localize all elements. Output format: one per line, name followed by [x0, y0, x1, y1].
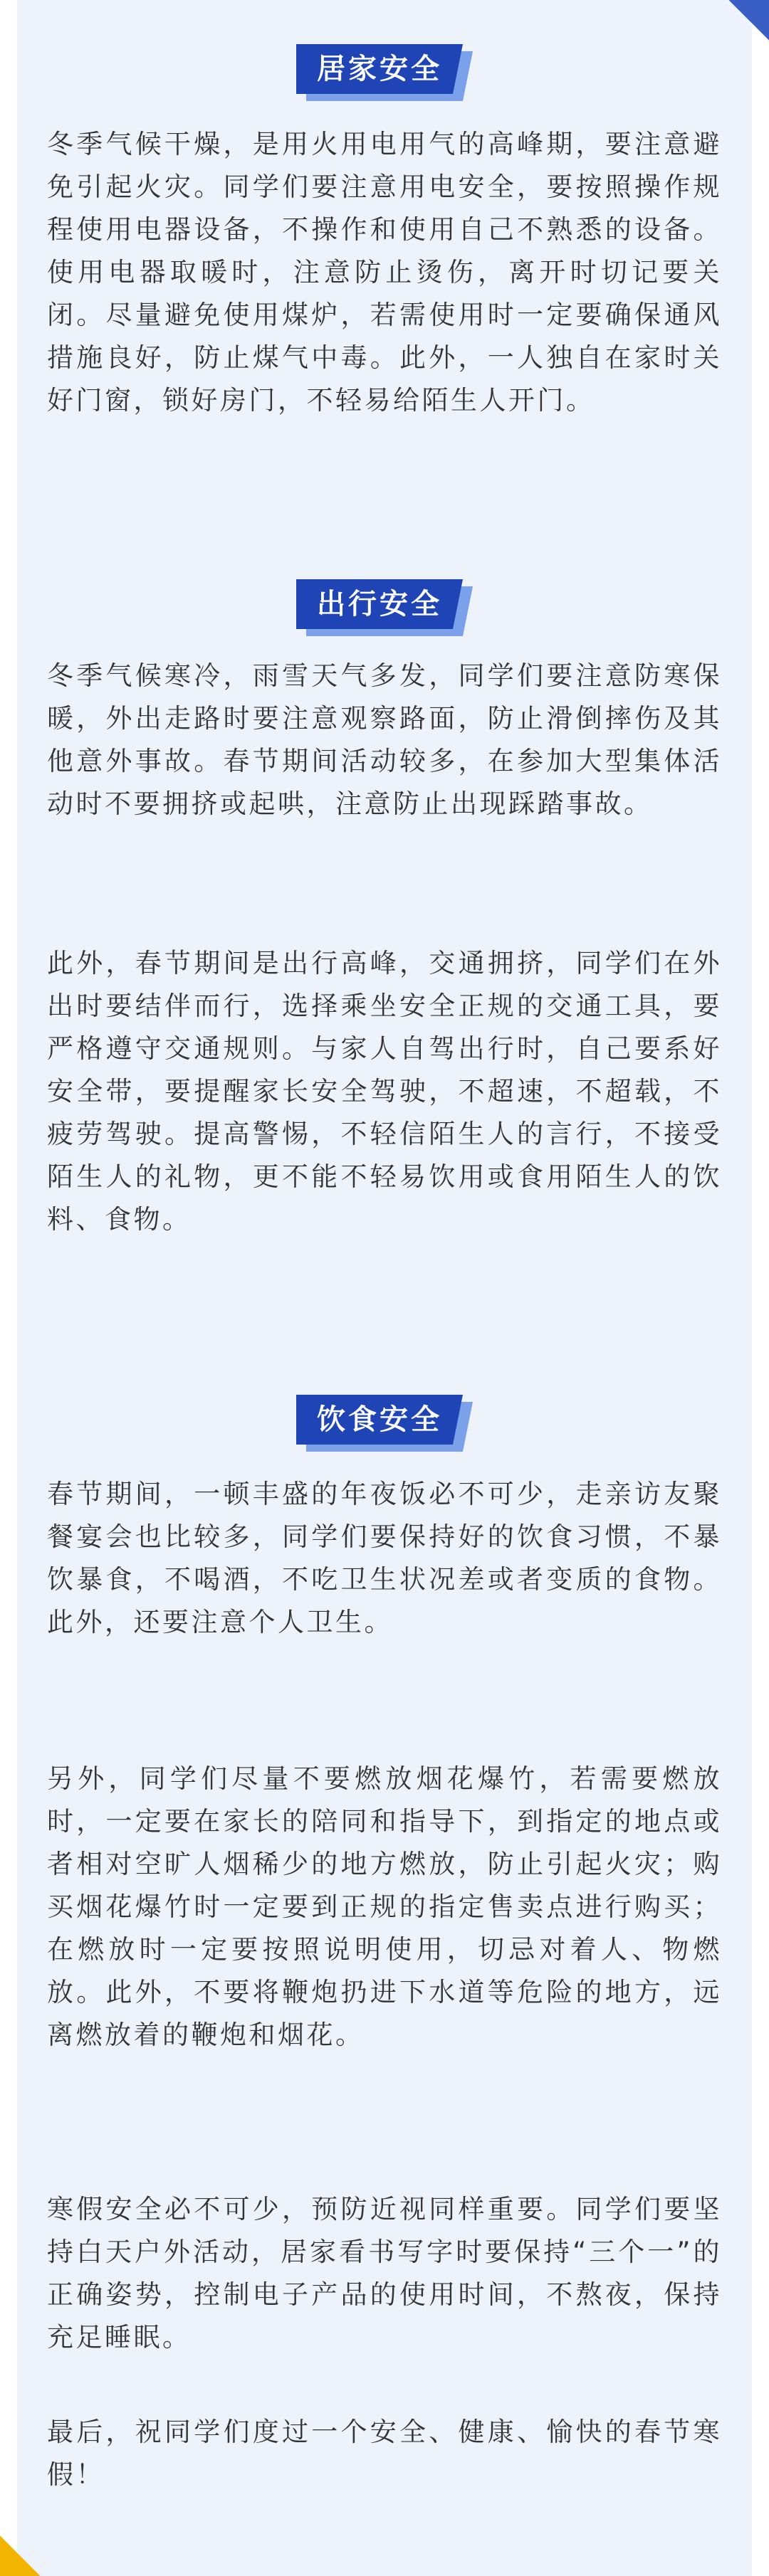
food-safety-paragraph-3: 寒假安全必不可少，预防近视同样重要。同学们要坚持白天户外活动，居家看书写字时要保持“三个一”的正确姿势，控制电子产品的使用时间，不熬夜，保持充足睡眠。 [47, 2194, 722, 2353]
section-title-badge [296, 1395, 473, 1452]
section-header-travel-safety [0, 579, 769, 636]
section-title: 饮食安全 [317, 1403, 442, 1436]
travel-safety-paragraph-2: 此外，春节期间是出行高峰，交通拥挤，同学们在外出时要结伴而行，选择乘坐安全正规的交通工具，要严格遵守交通规则。与家人自驾出行时，自己要系好安全带，要提醒家长安全驾驶，不超速，不超载，不疲劳驾驶。提高警惕，不轻信陌生人的言行，不接受陌生人的礼物，更不能不轻易饮用或食用陌生人的饮料、食物。 [47, 948, 722, 1235]
home-safety-paragraph: 冬季气候干燥，是用火用电用气的高峰期，要注意避免引起火灾。同学们要注意用电安全，要按照操作规程使用电器设备，不操作和使用自己不熟悉的设备。使用电器取暖时，注意防止烫伤，离开时切记要关闭。尽量避免使用煤炉，若需使用时一定要确保通风措施良好，防止煤气中毒。此外，一人独自在家时关好门窗，锁好房门，不轻易给陌生人开门。 [47, 129, 722, 416]
section-header-food-safety [0, 1395, 769, 1452]
section-title-badge [296, 44, 473, 101]
section-title: 居家安全 [317, 53, 442, 85]
food-safety-paragraph-1: 春节期间，一顿丰盛的年夜饭必不可少，走亲访友聚餐宴会也比较多，同学们要保持好的饮食习惯，不暴饮暴食，不喝酒，不吃卫生状况差或者变质的食物。此外，还要注意个人卫生。 [47, 1479, 722, 1637]
section-title-badge [296, 579, 473, 636]
food-safety-paragraph-2: 另外，同学们尽量不要燃放烟花爆竹，若需要燃放时，一定要在家长的陪同和指导下，到指定的地点或者相对空旷人烟稀少的地方燃放，防止引起火灾；购买烟花爆竹时一定要到正规的指定售卖点进行购买；在燃放时一定要按照说明使用，切忌对着人、物燃放。此外，不要将鞭炮扔进下水道等危险的地方，远离燃放着的鞭炮和烟花。 [47, 1763, 722, 2050]
section-title: 出行安全 [317, 588, 442, 621]
section-header-home-safety [0, 44, 769, 101]
closing-paragraph: 最后，祝同学们度过一个安全、健康、愉快的春节寒假！ [47, 2417, 722, 2490]
travel-safety-paragraph-1: 冬季气候寒冷，雨雪天气多发，同学们要注意防寒保暖，外出走路时要注意观察路面，防止滑倒摔伤及其他意外事故。春节期间活动较多，在参加大型集体活动时不要拥挤或起哄，注意防止出现踩踏事故。 [47, 660, 722, 819]
